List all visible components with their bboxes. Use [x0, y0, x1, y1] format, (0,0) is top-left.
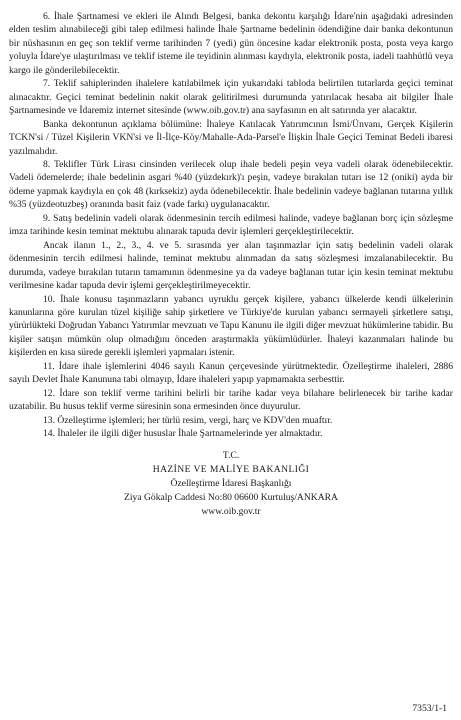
signature-office: Özelleştirme İdaresi Başkanlığı — [170, 477, 292, 489]
paragraph-12: 12. İdare son teklif verme tarihini belirli bir tarihe kadar veya bilahare belirlenecek bir tarihe kadar uzatabilir. Bu husus teklif verme süresinin sona ermesinden önce duyurulur. — [9, 387, 453, 413]
paragraph-7: 7. Teklif sahiplerinden ihalelere katılabilmek için yukarıdaki tabloda belirtilen tutarlarda geçici teminat alınacaktır. Geçici teminat bedelinin nakit olarak gelitirilmesi durumunda yatırılacak hesaba ait bilgiler İhale Şartnamesinde ve İdaremiz internet sitesinde (www.oib.gov.tr) ana sayfasının en alt satırında yer alacaktır. — [9, 78, 453, 117]
signature-block — [9, 449, 453, 520]
reference-number: 7353/1-1 — [412, 702, 447, 714]
paragraph-9-exception: Ancak ilanın 1., 2., 3., 4. ve 5. sırasında yer alan taşınmazlar için satış bedelinin vadeli olarak ödenmesinin tercih edilmesi halinde, teminat mektubu alınmadan da satış sözleşmesi imzalanabilecektir. Bu durumda, vadeye bırakılan tutarın tamamının ödenmesine ya da vadeye bağlanan tutar için kesin teminat mektubu verilmesine kadar tapuda devir işlemi gerçekleştirilmeyecektir. — [9, 239, 453, 292]
paragraph-11: 11. İdare ihale işlemlerini 4046 sayılı Kanun çerçevesinde yürütmektedir. Özelleştirme ihaleleri, 2886 sayılı Devlet İhale Kanununa tabi olmayıp, İdare ihaleleri yapıp yapmamakta serbesttir. — [9, 360, 453, 386]
signature-address: Ziya Gökalp Caddesi No:80 06600 Kurtuluş/ANKARA — [124, 492, 338, 504]
paragraph-14: 14. İhaleler ile ilgili diğer hususlar İhale Şartnamelerinde yer almaktadır. — [43, 428, 323, 440]
paragraph-10: 10. İhale konusu taşınmazların yabancı uyruklu gerçek kişilere, yabancı ülkelerde kendi ülkelerinin kanunlarına göre kurulan tüzel kişiliğe sahip şirketlere ve Türkiye'de kurulan yabancı sermayeli şirketlere satışı, yürürlükteki Doğrudan Yabancı Yatırımlar mevzuatı ve Tapu Kanunu ile ilgili diğer mevzuat hükümlerine tabidir. Bu kişiler satışın mümkün olup olmadığını önceden araştırmakla yükümlüdürler. İhaleyi kazanmaları halinde bu kişilerden en kısa sürede gerekli işlemleri yapmaları istenir. — [9, 293, 453, 359]
signature-website: www.oib.gov.tr — [201, 506, 261, 518]
paragraph-13: 13. Özelleştirme işlemleri; her türlü resim, vergi, harç ve KDV'den muaftır. — [43, 414, 333, 426]
paragraph-8: 8. Teklifler Türk Lirası cinsinden verilecek olup ihale bedeli peşin veya vadeli olarak ödenebilecektir. Vadeli ödemelerde; ihale bedelinin asgari %40 (yüzdekırk)'ı peşin, vadeye bırakılan tutarı ise 12 (oniki) ayda bir ödeme yapmak kaydıyla en çok 48 (kırksekiz) ayda ödenebilecektir. İhale bedelinin vadeye bağlanan tutarına yıllık %35 (yüzdeotuzbeş) oranında basit faiz (vade farkı) uygulanacaktır. — [9, 158, 453, 211]
paragraph-9: 9. Satış bedelinin vadeli olarak ödenmesinin tercih edilmesi halinde, vadeye bağlanan borç için sözleşme imza tarihinde kesin teminat mektubu alınarak tapuda devir işlemleri gerçekleştirilecektir. — [9, 212, 453, 238]
signature-ministry: HAZİNE VE MALİYE BAKANLIĞI — [152, 463, 310, 475]
signature-tc: T.C. — [222, 449, 240, 461]
paragraph-6: 6. İhale Şartnamesi ve ekleri ile Alındı Belgesi, banka dekontu karşılığı İdare'nin aşağıdaki adresinden elden teslim alınabileceği gibi talep edilmesi halinde İhale Şartname bedelinin ödendiğine dair banka dekontunun bir nüshasının en geç son teklif verme tarihinden 7 (yedi) gün öncesine kadar elektronik posta, posta veya kargo yoluyla İdare'ye ulaştırılması ve teklif isteme ile teyidinin alınması kaydıyla, elektronik posta, iadeli taahhütlü veya kargo ile gönderilebilecektir. — [9, 11, 453, 76]
paragraph-bank-receipt: Banka dekontunun açıklama bölümüne: İhaleye Katılacak Yatırımcının İsmi/Ünvanı, Gerçek Kişilerin TCKN'si / Tüzel Kişilerin VKN'si ve İl-İlçe-Köy/Mahalle-Ada-Parsel'e İlişkin İhale Geçici Teminat Bedeli ibaresi yazılmalıdır. — [9, 118, 453, 157]
